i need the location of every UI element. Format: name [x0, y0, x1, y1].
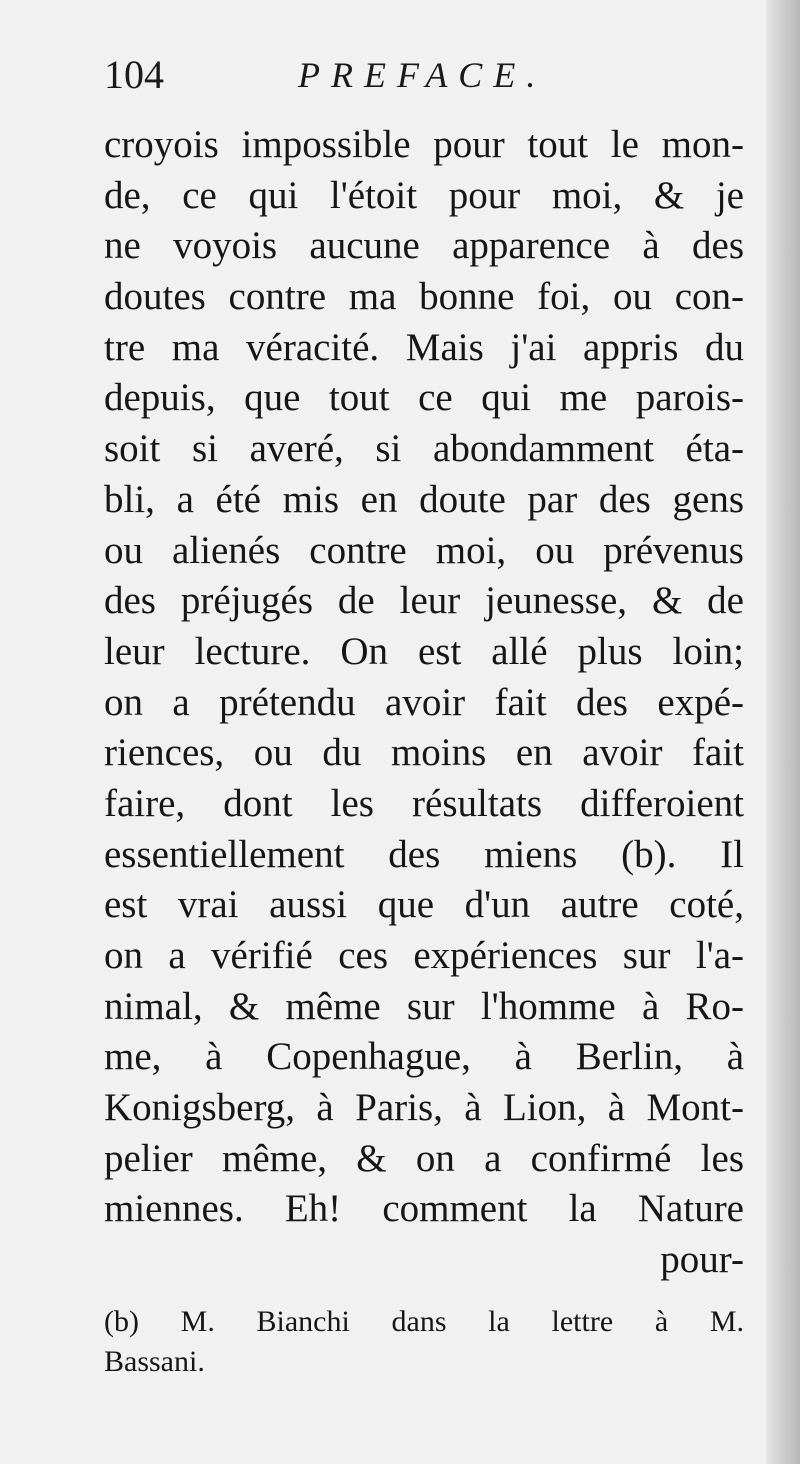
text-line: me, à Copenhague, à Berlin, à [104, 1035, 744, 1079]
text-line: doutes contre ma bonne foi, ou con- [104, 275, 744, 319]
text-line: bli, a été mis en doute par des gens [104, 477, 744, 521]
text-line: ne voyois aucune apparence à des [104, 224, 744, 268]
text-line: des préjugés de leur jeunesse, & de [104, 579, 744, 623]
running-title: PREFACE. [298, 55, 547, 95]
footnote-line: Bassani. [104, 1345, 205, 1378]
text-line: on a vérifié ces expériences sur l'a- [104, 934, 744, 977]
text-line: est vrai aussi que d'un autre coté, [104, 883, 744, 927]
text-line: tre ma véracité. Mais j'ai appris du [104, 325, 744, 369]
text-line: soit si averé, si abondamment éta- [104, 427, 744, 471]
catchword: pour- [660, 1238, 744, 1282]
page-header [104, 50, 604, 100]
page-number: 104 [104, 52, 164, 97]
footnote [104, 1302, 744, 1382]
text-line: depuis, que tout ce qui me parois- [104, 376, 744, 420]
text-line: nimal, & même sur l'homme à Ro- [104, 984, 744, 1028]
text-line: croyois impossible pour tout le mon- [104, 123, 744, 166]
text-line: on a prétendu avoir fait des expé- [104, 680, 744, 724]
text-line: de, ce qui l'étoit pour moi, & je [104, 173, 744, 217]
text-line: essentiellement des miens (b). Il [104, 832, 744, 876]
text-line: miennes. Eh! comment la Nature [104, 1187, 744, 1231]
text-line: Konigsberg, à Paris, à Lion, à Mont- [104, 1086, 744, 1130]
page-gutter-shadow [766, 0, 800, 1464]
body-text [104, 120, 744, 1286]
footnote-line: (b) M. Bianchi dans la lettre à M. [104, 1305, 744, 1338]
text-line: riences, ou du moins en avoir fait [104, 731, 744, 775]
text-line: leur lecture. On est allé plus loin; [104, 629, 744, 673]
text-line: ou alienés contre moi, ou prévenus [104, 528, 744, 572]
text-line: pelier même, & on a confirmé les [104, 1136, 744, 1180]
text-line: faire, dont les résultats differoient [104, 781, 744, 825]
